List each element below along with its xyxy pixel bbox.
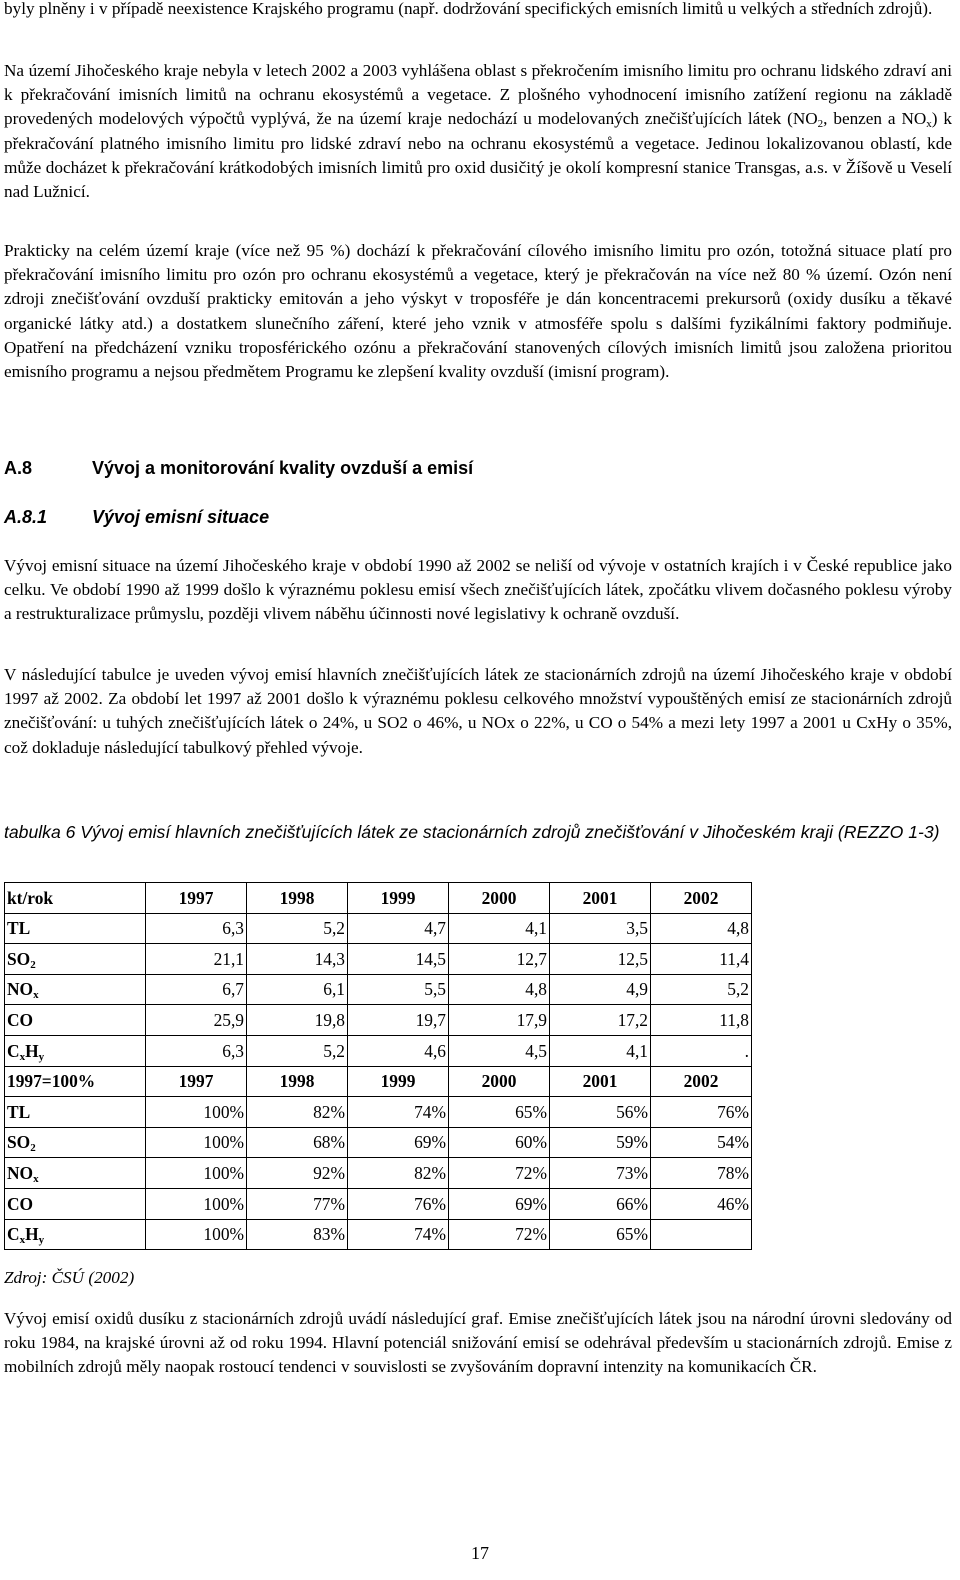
pollutant-base: C xyxy=(7,1224,20,1245)
pollutant-base: NO xyxy=(7,979,34,1000)
pollutant-subscript: y xyxy=(38,1234,45,1247)
pollutant-base: TL xyxy=(7,1101,31,1122)
table-header-cell: 2001 xyxy=(550,1066,651,1097)
pollutant-label xyxy=(5,913,146,944)
pollutant-base: H xyxy=(25,1040,39,1061)
table-cell: 6,3 xyxy=(146,913,247,944)
table-cell: 100% xyxy=(146,1158,247,1189)
pollutant-base: NO xyxy=(7,1163,34,1184)
pollutant-label xyxy=(5,1158,146,1189)
table-cell: 100% xyxy=(146,1188,247,1219)
table-cell: 5,2 xyxy=(247,913,348,944)
table-cell: 54% xyxy=(651,1127,752,1158)
pollutant-label xyxy=(5,1127,146,1158)
pollutant-label xyxy=(5,1097,146,1128)
pollutant-label xyxy=(5,1005,146,1036)
pollutant-label xyxy=(5,1219,146,1250)
table-cell: 4,5 xyxy=(449,1035,550,1066)
table-row xyxy=(5,1219,752,1250)
table-cell: 72% xyxy=(449,1219,550,1250)
table-header-cell: 2002 xyxy=(651,883,752,914)
table-cell: 76% xyxy=(651,1097,752,1128)
pollutant-base: C xyxy=(7,1040,20,1061)
pollutant-base: SO xyxy=(7,1132,31,1153)
table-cell: 100% xyxy=(146,1097,247,1128)
table-cell: 17,2 xyxy=(550,1005,651,1036)
table-cell xyxy=(651,1219,752,1250)
table-cell: 4,9 xyxy=(550,974,651,1005)
pollutant-label xyxy=(5,1188,146,1219)
table-cell: 65% xyxy=(550,1219,651,1250)
table-cell: 72% xyxy=(449,1158,550,1189)
pollutant-subscript: x xyxy=(33,1173,39,1186)
table-cell: 4,7 xyxy=(348,913,449,944)
table-cell: 68% xyxy=(247,1127,348,1158)
table-cell: 4,1 xyxy=(449,913,550,944)
table-header-cell: 1998 xyxy=(247,883,348,914)
pollutant-subscript: y xyxy=(38,1050,45,1063)
table-cell: 3,5 xyxy=(550,913,651,944)
table-cell: 65% xyxy=(449,1097,550,1128)
table-row xyxy=(5,1188,752,1219)
table-cell: 5,2 xyxy=(651,974,752,1005)
table-cell: 12,5 xyxy=(550,944,651,975)
table-cell: 4,6 xyxy=(348,1035,449,1066)
table-cell: 83% xyxy=(247,1219,348,1250)
subscript: 2 xyxy=(817,118,824,131)
table-cell: 60% xyxy=(449,1127,550,1158)
paragraph-ozone: Prakticky na celém území kraje (více než 95 %) dochází k překračování cílového imisního limitu pro ozón, totožná situace platí pro překračování imisního limitu pro ozón pro ochranu ekosystémů a vegetace, který je překračován na více než 80 % území. Ozón není zdroji znečišťování ovzduší prakticky emitován a jeho výskyt v troposféře je dán koncentracemi prekursorů (oxidy dusíku a těkavé organické látky atd.) a dostatkem slunečního záření, které jeho vznik v atmosféře spolu s dalšími fyzikálními faktory podmiňuje. Opatření na předcházení vzniku troposférického ozónu a překračování stanovených cílových imisních limitů jsou založena prioritou emisního programu a nejsou předmětem Programu ke zlepšení kvality ovzduší (imisní program). xyxy=(4,241,952,382)
table-header-cell: 2000 xyxy=(449,1066,550,1097)
paragraph-region-limits-part-a: Na území Jihočeského kraje nebyla v letech 2002 a 2003 vyhlášena oblast s překročením imisního limitu pro ochranu lidského zdraví ani k překračování imisních limitů na ochranu ekosystémů a vegetace. Z plošného vyhodnocení imisního zatížení regionu na základě provedených modelových výpočtů vyplývá, že na území kraje nedochází u modelovaných znečišťujících látek (NO xyxy=(4,61,952,129)
paragraph-region-limits-part-c: ) k překračování platného imisního limitu pro lidské zdraví nebo na ochranu ekosystémů a vegetace. Jedinou lokalizovanou oblastí, kde může docházet k překračování krátkodobých imisních limitů pro oxid dusičitý je okolí kompresní stanice Transgas, a.s. v Žíšově u Veselí nad Lužnicí. xyxy=(4,109,952,202)
pollutant-base: CO xyxy=(7,1193,34,1214)
table-cell: 19,8 xyxy=(247,1005,348,1036)
table-row xyxy=(5,1097,752,1128)
table-header-cell: 1997 xyxy=(146,883,247,914)
paragraph-nox-graph: Vývoj emisí oxidů dusíku z stacionárních zdrojů uvádí následující graf. Emise znečišťujících látek jsou na národní úrovni sledovány od roku 1984, na krajské úrovni až od roku 1994. Hlavní potenciál snižování emisí se odehrával především u stacionárních zdrojů. Emise z mobilních zdrojů měly naopak rostoucí tendenci v souvislosti se zvyšováním dopravní intenzity na komunikacích ČR. xyxy=(4,1309,952,1377)
table-cell: 74% xyxy=(348,1219,449,1250)
pollutant-base: CO xyxy=(7,1010,34,1031)
pollutant-subscript: x xyxy=(19,1234,26,1247)
paragraph-table-intro: V následující tabulce je uveden vývoj emisí hlavních znečišťujících látek ze stacionárních zdrojů na území Jihočeského kraje v období 1997 až 2002. Za období let 1997 až 2001 došlo k výraznému poklesu celkového množství vypouštěných emisí ze stacionárních zdrojů znečišťování: u tuhých znečišťujících látek o 24%, u SO2 o 46%, u NOx o 22%, u CO o 54% a mezi lety 1997 a 2001 u CxHy o 35%, což dokladuje následující tabulkový přehled vývoje. xyxy=(4,665,952,757)
table-cell: 5,2 xyxy=(247,1035,348,1066)
table-cell: 76% xyxy=(348,1188,449,1219)
section-title: Vývoj a monitorování kvality ovzduší a emisí xyxy=(92,458,474,478)
pollutant-subscript: x xyxy=(33,989,39,1002)
table-row xyxy=(5,1127,752,1158)
table-header-row xyxy=(5,1066,752,1097)
table-row xyxy=(5,1158,752,1189)
table-cell: 78% xyxy=(651,1158,752,1189)
pollutant-label xyxy=(5,944,146,975)
table-cell: 4,8 xyxy=(449,974,550,1005)
table-header-row xyxy=(5,883,752,914)
pollutant-subscript: 2 xyxy=(30,958,36,971)
table-cell: 5,5 xyxy=(348,974,449,1005)
table-cell: 6,1 xyxy=(247,974,348,1005)
table-row xyxy=(5,974,752,1005)
table-row xyxy=(5,944,752,975)
table-header-cell: 2002 xyxy=(651,1066,752,1097)
table-cell: 11,8 xyxy=(651,1005,752,1036)
paragraph-region-limits xyxy=(4,59,952,204)
table-cell: 74% xyxy=(348,1097,449,1128)
pollutant-label xyxy=(5,974,146,1005)
table-cell: 66% xyxy=(550,1188,651,1219)
table-row xyxy=(5,913,752,944)
pollutant-subscript: 2 xyxy=(30,1142,36,1155)
table-cell: 12,7 xyxy=(449,944,550,975)
table-cell: 11,4 xyxy=(651,944,752,975)
table-cell: 6,3 xyxy=(146,1035,247,1066)
table-cell: 4,1 xyxy=(550,1035,651,1066)
table-cell: 4,8 xyxy=(651,913,752,944)
table-cell: 100% xyxy=(146,1127,247,1158)
table-header-cell: 1998 xyxy=(247,1066,348,1097)
paragraph-region-limits-part-b: , benzen a NO xyxy=(823,109,927,129)
table-header-cell: 1997 xyxy=(146,1066,247,1097)
table-caption: tabulka 6 Vývoj emisí hlavních znečišťujících látek ze stacionárních zdrojů znečišťování v Jihočeském kraji (REZZO 1-3) xyxy=(4,822,940,842)
table-cell: 100% xyxy=(146,1219,247,1250)
table-row xyxy=(5,1005,752,1036)
section-number: A.8 xyxy=(4,458,33,478)
table-cell: 59% xyxy=(550,1127,651,1158)
pollutant-base: SO xyxy=(7,948,31,969)
table-cell: 6,7 xyxy=(146,974,247,1005)
table-row xyxy=(5,1035,752,1066)
paragraph-intro: byly plněny i v případě neexistence Krajského programu (např. dodržování specifických emisních limitů u velkých a středních zdrojů). xyxy=(4,0,933,18)
emissions-table xyxy=(4,882,752,1250)
table-cell: 46% xyxy=(651,1188,752,1219)
paragraph-emission-trend: Vývoj emisní situace na území Jihočeského kraje v období 1990 až 2002 se neliší od vývoje v ostatních krajích i v České republice jako celku. Ve období 1990 až 1999 došlo k výraznému poklesu emisí všech znečišťujících látek, zpočátku vlivem dočasného poklesu výroby a restrukturalizace průmyslu, později vlivem náběhu účinnosti nové legislativy k ochraně ovzduší. xyxy=(4,556,952,624)
subscript: x xyxy=(926,118,932,131)
pollutant-base: H xyxy=(25,1224,39,1245)
table-cell: 69% xyxy=(449,1188,550,1219)
pollutant-label xyxy=(5,1035,146,1066)
subsection-title: Vývoj emisní situace xyxy=(92,507,270,527)
table-header-cell: 1999 xyxy=(348,1066,449,1097)
table-cell: 14,3 xyxy=(247,944,348,975)
table-cell: 77% xyxy=(247,1188,348,1219)
table-cell: . xyxy=(651,1035,752,1066)
table-header-cell: 2000 xyxy=(449,883,550,914)
table-source: Zdroj: ČSÚ (2002) xyxy=(4,1268,135,1287)
table-header-cell: 1997=100% xyxy=(5,1066,146,1097)
pollutant-subscript: x xyxy=(19,1050,26,1063)
table-header-cell: 1999 xyxy=(348,883,449,914)
table-cell: 82% xyxy=(247,1097,348,1128)
page-number: 17 xyxy=(471,1543,489,1563)
table-cell: 82% xyxy=(348,1158,449,1189)
table-cell: 21,1 xyxy=(146,944,247,975)
table-cell: 17,9 xyxy=(449,1005,550,1036)
table-cell: 56% xyxy=(550,1097,651,1128)
table-cell: 69% xyxy=(348,1127,449,1158)
subsection-number: A.8.1 xyxy=(4,507,48,527)
pollutant-base: TL xyxy=(7,918,31,939)
table-cell: 25,9 xyxy=(146,1005,247,1036)
table-cell: 14,5 xyxy=(348,944,449,975)
table-cell: 73% xyxy=(550,1158,651,1189)
table-cell: 19,7 xyxy=(348,1005,449,1036)
table-header-cell: kt/rok xyxy=(5,883,146,914)
table-header-cell: 2001 xyxy=(550,883,651,914)
table-cell: 92% xyxy=(247,1158,348,1189)
